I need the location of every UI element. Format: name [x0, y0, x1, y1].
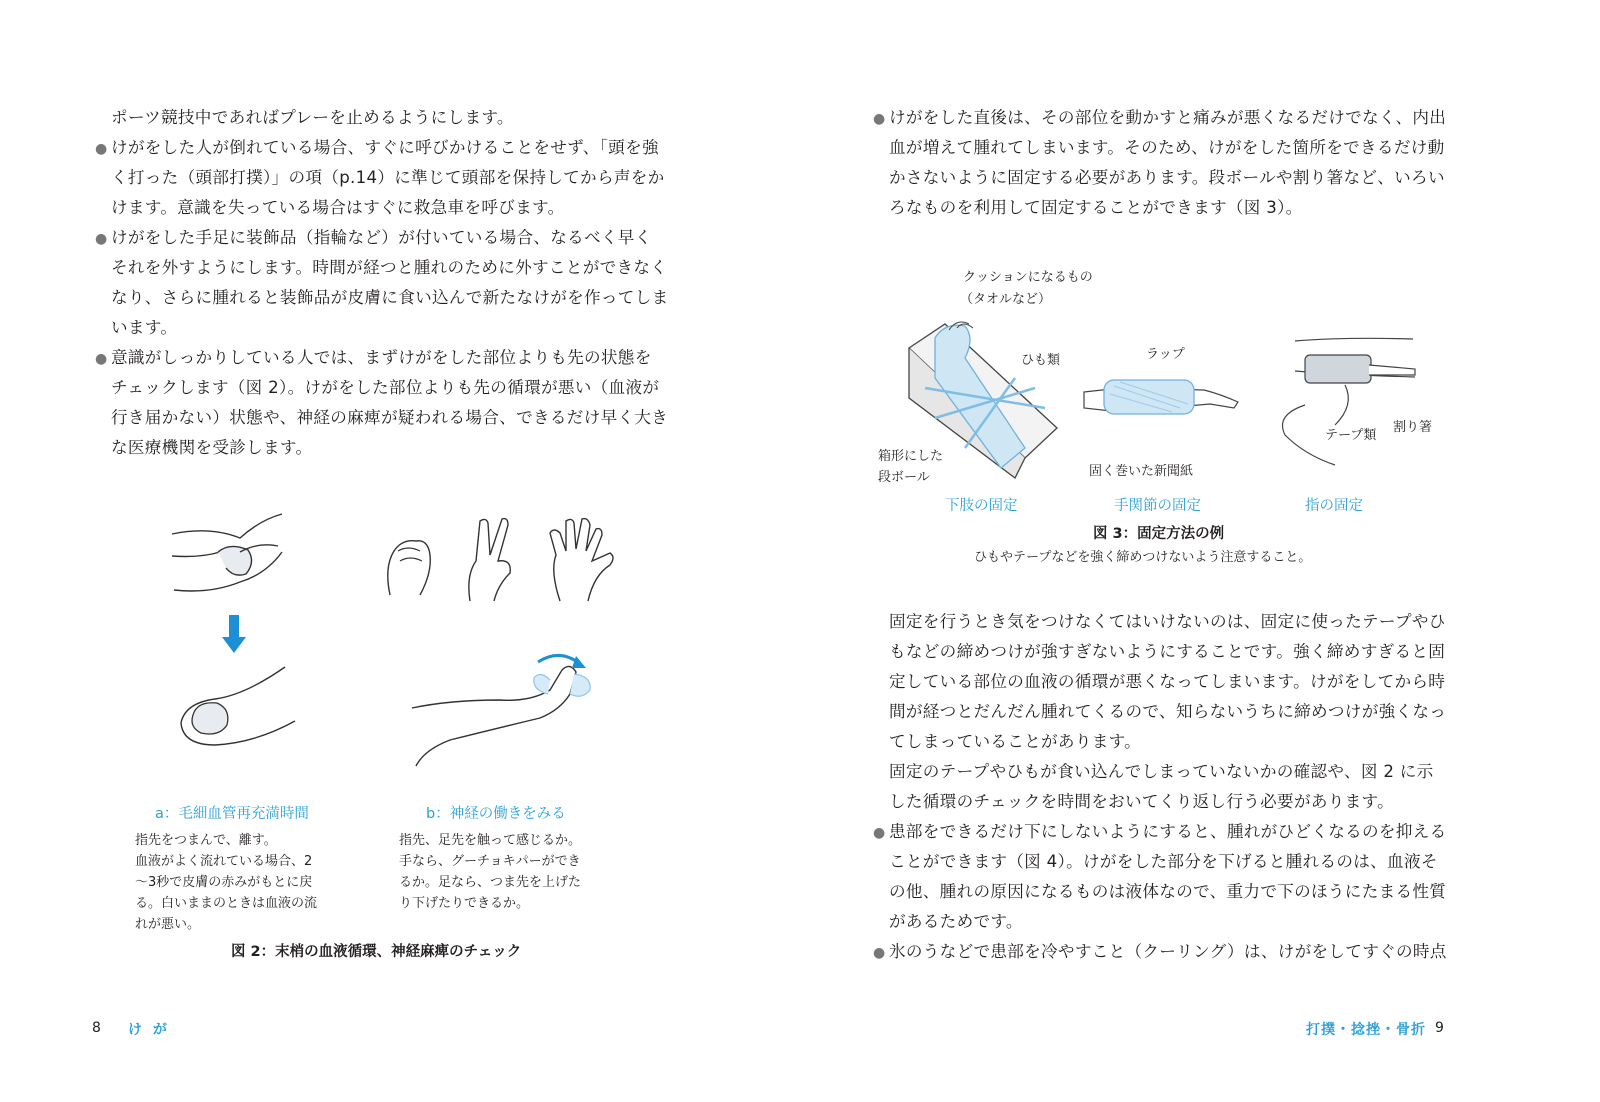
- text-line: [889, 637, 1447, 667]
- text-line-content: 固定を行うとき気をつけなくてはいけないのは、固定に使ったテープやひ: [889, 612, 1446, 631]
- text-line: [111, 163, 669, 193]
- text-line: [873, 817, 1447, 847]
- label-strings: ひも類: [1021, 353, 1061, 368]
- figure2-panel-a-text: [135, 830, 317, 935]
- label-tape: テープ類: [1325, 428, 1377, 443]
- text-line: [873, 937, 1447, 967]
- text-line: [889, 607, 1447, 637]
- text-line: [889, 877, 1447, 907]
- text-line: [111, 373, 669, 403]
- figure-text-line: る。白いままのときは血液の流: [135, 896, 318, 911]
- text-line-content: それを外すようにします。時間が経つと腫れのために外すことができなく: [111, 258, 668, 277]
- text-line-content: 行き届かない）状態や、神経の麻痺が疑われる場合、できるだけ早く大き: [111, 408, 669, 427]
- figure-text-line: 〜3秒で皮膚の赤みがもとに戻: [135, 875, 313, 890]
- figure3-note: ひもやテープなどを強く締めつけないよう注意すること。: [974, 550, 1312, 565]
- text-line: [889, 907, 1447, 937]
- left-body-text: [95, 103, 669, 463]
- wrist-splint-illustration: [1080, 368, 1240, 428]
- figure-text-line: 指先、足先を触って感じるか。: [399, 833, 582, 848]
- page-number-right: 9: [1435, 1020, 1444, 1036]
- caption-finger: 指の固定: [1305, 498, 1363, 514]
- text-line-content: けます。意識を失っている場合はすぐに救急車を呼びます。: [111, 198, 565, 217]
- text-line-content: 間が経つとだんだん腫れてくるので、知らないうちに締めつけが強くなっ: [889, 702, 1447, 721]
- right-body-text-top: [873, 103, 1447, 223]
- text-line-content: チェックします（図 2）。けがをした部位よりも先の循環が悪い（血液が: [111, 378, 660, 397]
- text-line-content: 固定のテープやひもが食い込んでしまっていないかの確認や、図 2 に示: [889, 762, 1434, 781]
- text-line: [889, 193, 1446, 223]
- caption-wrist: 手関節の固定: [1114, 498, 1201, 514]
- text-line-content: けがをした直後は、その部位を動かすと痛みが悪くなるだけでなく、内出: [889, 108, 1447, 127]
- page-number-left: 8: [92, 1020, 101, 1036]
- text-line: [889, 667, 1447, 697]
- label-chopsticks: 割り箸: [1393, 420, 1433, 435]
- label-cushion-sub: （タオルなど）: [960, 292, 1052, 307]
- down-arrow-icon: [222, 615, 246, 655]
- bullet-icon: ●: [95, 231, 108, 247]
- text-line: [889, 133, 1446, 163]
- bullet-icon: ●: [95, 351, 108, 367]
- text-line-content: なり、さらに腫れると装飾品が皮膚に食い込んで新たなけがを作ってしま: [111, 288, 669, 307]
- text-line: [111, 403, 669, 433]
- text-line-content: てしまっていることがあります。: [889, 732, 1142, 751]
- label-box: 箱形にした: [878, 449, 944, 464]
- bullet-icon: ●: [873, 945, 886, 961]
- text-line: [889, 847, 1447, 877]
- text-line: [873, 103, 1447, 133]
- figure2-panel-b-label: b：神経の働きをみる: [426, 806, 566, 822]
- text-line-content: 血が増えて腫れてしまいます。そのため、けがをした箇所をできるだけ動: [889, 138, 1445, 157]
- text-line-content: な医療機関を受診します。: [111, 438, 313, 457]
- right-body-text-bottom: [873, 607, 1447, 967]
- caption-leg: 下肢の固定: [945, 498, 1018, 514]
- bullet-icon: ●: [95, 141, 108, 157]
- text-line-content: した循環のチェックを時間をおいてくり返し行う必要があります。: [889, 792, 1394, 811]
- figure-text-line: れが悪い。: [135, 917, 201, 932]
- text-line-content: います。: [111, 318, 178, 337]
- text-line-content: けがをした手足に装飾品（指輪など）が付いている場合、なるべく早く: [111, 228, 652, 247]
- text-line-content: 定している部位の血液の循環が悪くなってしまいます。けがをしてから時: [889, 672, 1446, 691]
- hand-rock-paper-scissors-illustration: [380, 515, 630, 605]
- text-line: [111, 193, 669, 223]
- text-line: [889, 163, 1446, 193]
- figure-text-line: るか。足なら、つま先を上げた: [399, 875, 582, 890]
- finger-splint-illustration: [1265, 335, 1425, 470]
- bullet-icon: ●: [873, 825, 886, 841]
- text-line-content: かさないように固定する必要があります。段ボールや割り箸など、いろい: [889, 168, 1445, 187]
- text-line-content: ことができます（図 4）。けがをした部分を下げると腫れるのは、血液そ: [889, 852, 1438, 871]
- text-line: [111, 253, 669, 283]
- text-line-content: ポーツ競技中であればプレーを止めるようにします。: [111, 108, 514, 127]
- text-line: [889, 787, 1447, 817]
- text-line: [95, 133, 669, 163]
- right-page: [800, 0, 1600, 1102]
- text-line: [111, 103, 669, 133]
- label-cushion: クッションになるもの: [963, 270, 1093, 285]
- text-line: [111, 433, 669, 463]
- text-line: [889, 727, 1447, 757]
- bullet-icon: ●: [873, 111, 886, 127]
- text-line: [111, 313, 669, 343]
- text-line: [95, 223, 669, 253]
- text-line-content: 氷のうなどで患部を冷やすこと（クーリング）は、けがをしてすぐの時点: [889, 942, 1447, 961]
- running-head-left: け が: [128, 1022, 170, 1038]
- foot-movement-illustration: [410, 650, 610, 770]
- label-box-2: 段ボール: [878, 470, 930, 485]
- figure2-panel-b-text: [399, 830, 581, 914]
- text-line-content: の他、腫れの原因になるものは液体なので、重力で下のほうにたまる性質: [889, 882, 1447, 901]
- running-head-right: 打撲・捻挫・骨折: [1306, 1022, 1426, 1038]
- figure-text-line: 血液がよく流れている場合、2: [135, 854, 313, 869]
- text-line-content: もなどの締めつけが強すぎないようにすることです。強く締めすぎると固: [889, 642, 1446, 661]
- text-line-content: く打った（頭部打撲）」の項（p.14）に準じて頭部を保持してから声をか: [111, 168, 665, 187]
- text-line-content: があるためです。: [889, 912, 1023, 931]
- figure3-title: 図 3：固定方法の例: [1093, 526, 1225, 542]
- text-line: [95, 343, 669, 373]
- label-newspaper: 固く巻いた新聞紙: [1089, 464, 1194, 479]
- figure2-title: 図 2：末梢の血液循環、神経麻痺のチェック: [231, 944, 522, 960]
- figure-text-line: 手なら、グーチョキパーができ: [399, 854, 581, 869]
- pinch-fingertip-illustration: [170, 512, 310, 602]
- label-wrap: ラップ: [1146, 347, 1185, 362]
- thumb-nail-illustration: [175, 665, 305, 755]
- text-line-content: 意識がしっかりしている人では、まずけがをした部位よりも先の状態を: [111, 348, 652, 367]
- text-line: [889, 757, 1447, 787]
- figure2-panel-a-label: a：毛細血管再充満時間: [155, 806, 309, 822]
- text-line: [111, 283, 669, 313]
- text-line-content: けがをした人が倒れている場合、すぐに呼びかけることをせず、「頭を強: [111, 138, 659, 157]
- text-line-content: 患部をできるだけ下にしないようにすると、腫れがひどくなるのを抑える: [889, 822, 1447, 841]
- text-line-content: ろなものを利用して固定することができます（図 3）。: [889, 198, 1303, 217]
- figure-text-line: り下げたりできるか。: [399, 896, 530, 911]
- text-line: [889, 697, 1447, 727]
- figure-text-line: 指先をつまんで、離す。: [135, 833, 277, 848]
